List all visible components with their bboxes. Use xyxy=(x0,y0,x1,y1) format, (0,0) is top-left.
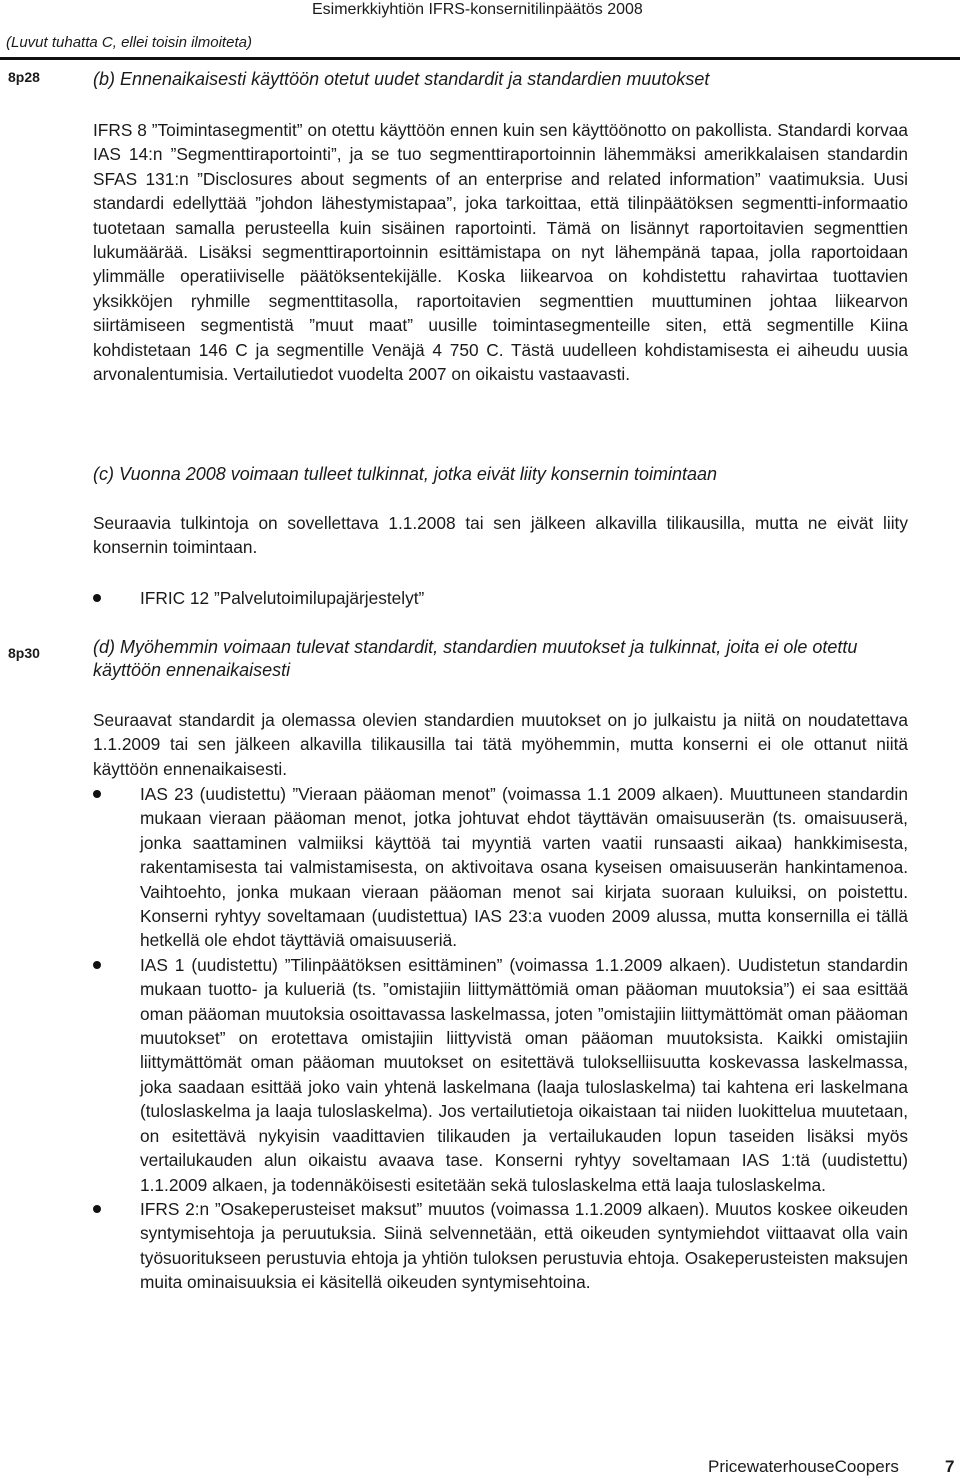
footer-company-name: PricewaterhouseCoopers xyxy=(708,1457,899,1476)
list-item: IFRS 2:n ”Osakeperusteiset maksut” muutos (voimassa 1.1.2009 alkaen). Muutos koskee oikeuden syntymisehtoja ja peruutuksia. Siinä selvennetään, että oikeuden syntymiehdot viittaavat olla vain työsuoritukseen perustuvia ehtoja ja yhtiön tuloksen perustuvia ehtoja. Osakeperusteisten maksujen muita ominaisuuksia ei käsitellä oikeuden syntymisehtoina. xyxy=(93,1197,908,1295)
bullet-icon xyxy=(93,594,101,602)
bullet-icon xyxy=(93,790,101,798)
bullet-icon xyxy=(93,1205,101,1213)
list-item: IAS 1 (uudistettu) ”Tilinpäätöksen esittäminen” (voimassa 1.1.2009 alkaen). Uudistetun standardin mukaan tuotto- ja kulueriä (ts. ”omistajiin liittymättömiä oman pääoman muutoksia”) ei saa esittää oman pääoman muutoksia osoittavassa laskelmassa, joten ”omistajiin liittymättömät oman pääoman muutokset” on erotettava omistajiin liittyvistä oman pääoman muutoksista. Kaikki omistajiin liittymättömät oman pääoman muutokset on esitettävä tulokselliisuutta koskevassa laskelmassa, joka saadaan esittää joko vain yhtenä laskelmana (laaja tuloslaskelma) tai kahtena eri laskelmana (tuloslaskelma ja laaja tuloslaskelma). Jos vertailutietoja oikaistaan tai niiden luokittelua muutetaan, on esitettävä nykyisin vaadittavien tilikauden ja vertailukauden lopun taseiden lisäksi myös vertailukauden alun oikaistu avaava tase. Konserni ryhtyy soveltamaan IAS 1:tä (uudistettu) 1.1.2009 alkaen, ja todennäköisesti esitetään sekä tuloslaskelma että laaja tuloslaskelma. xyxy=(93,953,908,1197)
section-d-body: Seuraavat standardit ja olemassa olevien standardien muutokset on jo julkaistu ja niitä on noudatettava 1.1.2009 tai sen jälkeen alkavilla tilikausilla tai tätä myöhemmin, mutta konserni ei ole ottanut niitä käyttöön ennenaikaisesti. xyxy=(93,710,908,779)
bullet-icon xyxy=(93,961,101,969)
margin-reference-8p30: 8p30 xyxy=(8,645,40,661)
section-c-bullet-list xyxy=(93,586,908,610)
section-d-heading: (d) Myöhemmin voimaan tulevat standardit, standardien muutokset ja tulkinnat, joita ei ole otettu käyttöön ennenaikaisesti xyxy=(93,637,858,680)
section-c-heading: (c) Vuonna 2008 voimaan tulleet tulkinnat, jotka eivät liity konsernin toimintaan xyxy=(93,464,718,484)
section-d-bullet-list xyxy=(93,782,908,1295)
page-number: 7 xyxy=(945,1457,955,1476)
section-b-heading: (b) Ennenaikaisesti käyttöön otetut uudet standardit ja standardien muutokset xyxy=(93,69,710,89)
list-item: IAS 23 (uudistettu) ”Vieraan pääoman menot” (voimassa 1.1 2009 alkaen). Muuttuneen standardin mukaan vieraan pääoman menot, jotka johtuvat ehdot täyttävän omaisuuserän (ts. omaisuuserä, jonka saattaminen valmiiksi käyttöä tai myyntiä varten vaatii runsaasti aikaa) hankkimisesta, rakentamisesta tai valmistamisesta, on aktivoitava osana kyseisen omaisuuserän hankintamenoa. Vaihtoehto, jonka mukaan vieraan pääoman menot sai kirjata suoraan kuluiksi, on poistettu. Konserni ryhtyy soveltamaan (uudistettua) IAS 23:a vuoden 2009 alussa, mutta konsernilla ei tällä hetkellä ole ehdot täyttäviä omaisuuseriä. xyxy=(93,782,908,953)
document-title: Esimerkkiyhtiön IFRS-konsernitilinpäätös 2008 xyxy=(312,1,643,18)
currency-note: (Luvut tuhatta C, ellei toisin ilmoiteta) xyxy=(6,34,252,51)
section-b-body: IFRS 8 ”Toimintasegmentit” on otettu käyttöön ennen kuin sen käyttöönotto on pakollista. Standardi korvaa IAS 14:n ”Segmenttiraportointi”, ja se tuo segmenttiraportoinnin lähemmäksi amerikkalaisen standardin SFAS 131:n ”Disclosures about segments of an enterprise and related information” vaatimuksia. Uusi standardi edellyttää ”johdon lähestymistapaa”, joka tarkoittaa, että tilinpäätöksen segmentti-informaatio tuotetaan samalla perusteella kuin sisäinen raportointi. Tämä on lisännyt raportoitavien segmenttien lukumäärää. Lisäksi segmenttiraportoinnin esittämistapa on nyt lähempänä tapaa, jolla raportoidaan ylimmälle operatiiviselle päätöksentekijälle. Koska liikearvoa on kohdistettu rahavirtaa tuottavien yksikköjen ryhmille segmenttitasolla, raportoitavien segmenttien muuttuminen johtaa liikearvon siirtämiseen segmentistä ”muut maat” uusille toimintasegmenteille siten, että segmentille Kiina kohdistetaan 146 C ja segmentille Venäjä 4 750 C. Tästä uudelleen kohdistamisesta ei aiheudu uusia arvonalentumisia. Vertailutiedot vuodelta 2007 on oikaistu vastaavasti. xyxy=(93,120,908,385)
margin-reference-8p28: 8p28 xyxy=(8,69,40,85)
header-divider xyxy=(0,57,960,60)
list-item: IFRIC 12 ”Palvelutoimilupajärjestelyt” xyxy=(93,586,908,610)
section-c-body: Seuraavia tulkintoja on sovellettava 1.1.2008 tai sen jälkeen alkavilla tilikausilla, mutta ne eivät liity konsernin toimintaan. xyxy=(93,513,908,558)
